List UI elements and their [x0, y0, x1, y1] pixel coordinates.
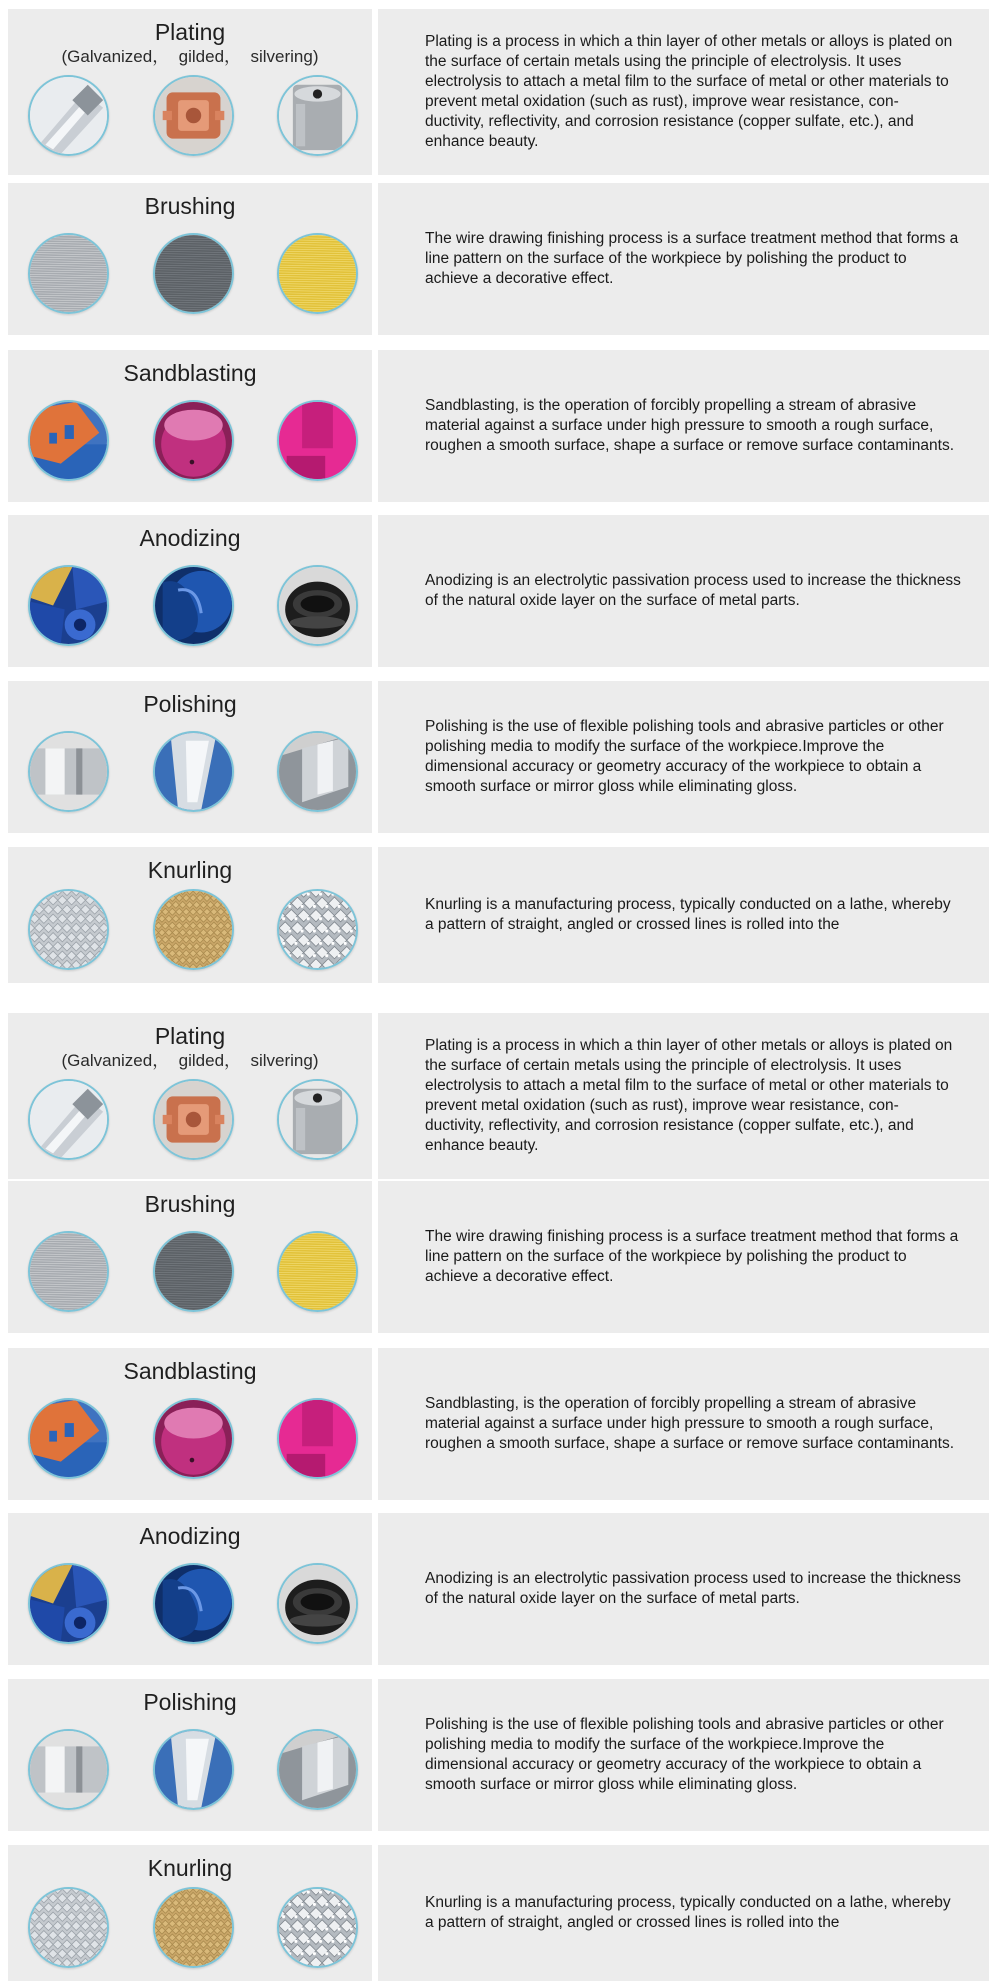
finish-row — [8, 9, 989, 175]
finish-row — [8, 1348, 989, 1500]
finish-description: Anodizing is an electrolytic passivation process used to increase the thickness of the natural oxide layer on the surface of metal parts. — [425, 1570, 961, 1607]
finish-description-cell — [378, 1013, 989, 1179]
sample-images — [24, 889, 362, 970]
finish-description: Plating is a process in which a thin layer of other metals or alloys is plated on the surface of certain metals using the principle of electrolysis. It uses electrolysis to attach a metal film to the surface of metal or other materials to prevent metal oxidation (such as rust), improve wear resistance, con- ductivity, reflectivity, and corrosion resistance (copper sulfate, etc.), and enhance beauty. — [425, 1037, 953, 1154]
finish-row — [8, 183, 989, 335]
finish-row — [8, 681, 989, 833]
silver-plated-part-image — [277, 1079, 358, 1160]
silver-brushed-texture-image — [28, 1231, 109, 1312]
silver-knurled-texture-image — [28, 889, 109, 970]
finish-name-cell — [8, 9, 372, 175]
chrome-plated-part-image — [28, 1079, 109, 1160]
finish-title: Polishing — [143, 691, 237, 717]
sample-images — [24, 731, 362, 812]
finish-title: Polishing — [143, 1689, 237, 1715]
polished-cylinder-image — [28, 1729, 109, 1810]
pink-sandblasted-part-image — [277, 400, 358, 481]
finish-description-cell — [378, 1679, 989, 1831]
finish-title: Brushing — [144, 1191, 236, 1217]
finish-name-cell — [8, 1013, 372, 1179]
sample-images — [24, 233, 362, 314]
finish-name-cell — [8, 681, 372, 833]
finish-description-cell — [378, 1181, 989, 1333]
sample-images — [24, 400, 362, 481]
polished-cylinder-image — [28, 731, 109, 812]
finish-description-cell — [378, 1348, 989, 1500]
orange-blue-sandblasted-part-image — [28, 1398, 109, 1479]
sample-images — [24, 1729, 362, 1810]
finish-name-cell — [8, 1348, 372, 1500]
copper-plated-part-image — [153, 1079, 234, 1160]
finish-name-cell — [8, 515, 372, 667]
finish-row — [8, 847, 989, 983]
sample-images — [24, 1079, 362, 1160]
finish-name-cell — [8, 1845, 372, 1981]
finish-name-cell — [8, 350, 372, 502]
finish-title: Brushing — [144, 193, 236, 219]
sample-images — [24, 1563, 362, 1644]
blue-anodized-part-image — [153, 565, 234, 646]
finish-name-cell — [8, 1679, 372, 1831]
finish-row — [8, 1013, 989, 1179]
finish-description-cell — [378, 515, 989, 667]
magenta-sandblasted-part-image — [153, 1398, 234, 1479]
diamond-knurled-texture-image — [277, 1887, 358, 1968]
copper-plated-part-image — [153, 75, 234, 156]
sample-images — [24, 75, 362, 156]
silver-plated-part-image — [277, 75, 358, 156]
dark-brushed-texture-image — [153, 1231, 234, 1312]
finish-row — [8, 1845, 989, 1981]
finish-title: Plating — [154, 1023, 226, 1049]
polished-blue-part-image — [153, 1729, 234, 1810]
finish-name-cell — [8, 1513, 372, 1665]
diamond-knurled-texture-image — [277, 889, 358, 970]
gold-knurled-texture-image — [153, 889, 234, 970]
finish-description: Sandblasting, is the operation of forcibly propelling a stream of abrasive material against a surface under high pressure to smooth a rough surface, roughen a smooth surface, shape a surface or remove surface contaminants. — [425, 1395, 955, 1452]
black-anodized-part-image — [277, 1563, 358, 1644]
finish-title: Sandblasting — [123, 1358, 257, 1384]
sample-images — [24, 1398, 362, 1479]
finish-description-cell — [378, 1513, 989, 1665]
finish-row — [8, 1181, 989, 1333]
gold-brushed-texture-image — [277, 233, 358, 314]
finish-title: Anodizing — [139, 1523, 241, 1549]
finish-description-cell — [378, 9, 989, 175]
blue-gold-anodized-part-image — [28, 1563, 109, 1644]
finish-description: The wire drawing finishing process is a surface treatment method that forms a line pattern on the surface of the workpiece by polishing the product to achieve a decorative effect. — [425, 230, 959, 287]
finish-description-cell — [378, 1845, 989, 1981]
silver-knurled-texture-image — [28, 1887, 109, 1968]
blue-anodized-part-image — [153, 1563, 234, 1644]
finish-name-cell — [8, 183, 372, 335]
finish-name-cell — [8, 847, 372, 983]
finish-description-cell — [378, 847, 989, 983]
finish-row — [8, 350, 989, 502]
finish-title: Plating — [154, 19, 226, 45]
black-anodized-part-image — [277, 565, 358, 646]
finish-description-cell — [378, 183, 989, 335]
orange-blue-sandblasted-part-image — [28, 400, 109, 481]
finish-title: Knurling — [147, 1855, 233, 1881]
finish-description: Anodizing is an electrolytic passivation process used to increase the thickness of the natural oxide layer on the surface of metal parts. — [425, 572, 961, 609]
finish-description: Knurling is a manufacturing process, typically conducted on a lathe, whereby a pattern of straight, angled or crossed lines is rolled into the — [425, 1894, 951, 1931]
finish-subtitle: (Galvanized， gilded， silvering) — [61, 47, 319, 66]
pink-sandblasted-part-image — [277, 1398, 358, 1479]
polished-steel-part-image — [277, 1729, 358, 1810]
finish-title: Anodizing — [139, 525, 241, 551]
finish-description: Plating is a process in which a thin layer of other metals or alloys is plated on the surface of certain metals using the principle of electrolysis. It uses electrolysis to attach a metal film to the surface of metal or other materials to prevent metal oxidation (such as rust), improve wear resistance, con- ductivity, reflectivity, and corrosion resistance (copper sulfate, etc.), and enhance beauty. — [425, 33, 953, 150]
dark-brushed-texture-image — [153, 233, 234, 314]
chrome-plated-part-image — [28, 75, 109, 156]
finish-description: Knurling is a manufacturing process, typically conducted on a lathe, whereby a pattern of straight, angled or crossed lines is rolled into the — [425, 896, 951, 933]
polished-blue-part-image — [153, 731, 234, 812]
finish-row — [8, 1679, 989, 1831]
polished-steel-part-image — [277, 731, 358, 812]
finish-description-cell — [378, 350, 989, 502]
sample-images — [24, 1887, 362, 1968]
finish-subtitle: (Galvanized， gilded， silvering) — [61, 1051, 319, 1070]
gold-knurled-texture-image — [153, 1887, 234, 1968]
finish-title: Knurling — [147, 857, 233, 883]
sample-images — [24, 565, 362, 646]
finish-row — [8, 515, 989, 667]
sample-images — [24, 1231, 362, 1312]
gold-brushed-texture-image — [277, 1231, 358, 1312]
finish-description: Polishing is the use of flexible polishing tools and abrasive particles or other polishing media to modify the surface of the workpiece.Improve the dimensional accuracy or geometry accuracy of the workpiece to obtain a smooth surface or mirror gloss while eliminating gloss. — [425, 718, 944, 795]
finish-description: Sandblasting, is the operation of forcibly propelling a stream of abrasive material against a surface under high pressure to smooth a rough surface, roughen a smooth surface, shape a surface or remove surface contaminants. — [425, 397, 955, 454]
magenta-sandblasted-part-image — [153, 400, 234, 481]
finish-description-cell — [378, 681, 989, 833]
finish-row — [8, 1513, 989, 1665]
finish-description: The wire drawing finishing process is a surface treatment method that forms a line pattern on the surface of the workpiece by polishing the product to achieve a decorative effect. — [425, 1228, 959, 1285]
blue-gold-anodized-part-image — [28, 565, 109, 646]
finish-name-cell — [8, 1181, 372, 1333]
finish-description: Polishing is the use of flexible polishing tools and abrasive particles or other polishing media to modify the surface of the workpiece.Improve the dimensional accuracy or geometry accuracy of the workpiece to obtain a smooth surface or mirror gloss while eliminating gloss. — [425, 1716, 944, 1793]
silver-brushed-texture-image — [28, 233, 109, 314]
finish-title: Sandblasting — [123, 360, 257, 386]
